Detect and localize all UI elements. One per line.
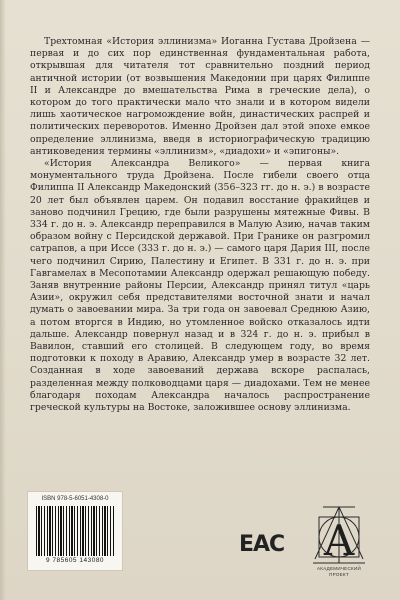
publisher-name xyxy=(303,566,375,577)
paragraph-intro: Трехтомная «История эллинизма» Иоганна Густава Дройзена — первая и до сих пор единственная фундаментальная работа, открывшая для читателя тот сравнительно поздний период античной истории (от возвышения Македонии при царях Филиппе II и Александре до вмешательства Рима в греческие дела), о котором до того практически мало что знали и в котором видели лишь хаотическое нагромождение войн, династических распрей и политических переворотов. Именно Дройзен дал этой эпохе емкое определение эллинизма, введя в историографическую традицию антиковедения термины «эллинизм», «диадохи» и «эпигоны». xyxy=(30,36,370,157)
barcode-digits: 9 785605 143080 xyxy=(45,557,105,564)
paragraph-alexander: «История Александра Великого» — первая книга монументального труда Дройзена. После гибели своего отца Филиппа II Александр Македонский (356–323 гг. до н. э.) в возрасте 20 лет был объявлен царем. Он подавил восстание фракийцев и заново подчинил Грецию, где были разрушены мятежные Фивы. В 334 г. до н. э. Александр переправился в Малую Азию, начав таким образом войну с Персидской державой. При Гранике он разгромил сатрапов, а при Иссе (333 г. до н. э.) — самого царя Дария III, после чего подчинил Сирию, Палестину и Египет. В 331 г. до н. э. при Гавгамелах в Месопотамии Александр одержал решающую победу. Заняв внутренние районы Персии, Александр принял титул «царь Азии», окружил себя представителями восточной знати и начал думать о завоевании мира. За три года он завоевал Среднюю Азию, а потом вторгся в Индию, но утомленное войско отказалось идти дальше. Александр повернул назад и в 324 г. до н. э. прибыл в Вавилон, ставший его столицей. В следующем году, во время подготовки к походу в Аравию, Александр умер в возрасте 32 лет. Созданная в ходе завоеваний держава вскоре распалась, разделенная между полководцами царя — диадохами. Тем не менее благодаря походам Александра началось распространение греческой культуры на Востоке, заложившее основу эллинизма. xyxy=(30,158,370,414)
publisher-name-line2: ПРОЕКТ xyxy=(329,571,349,577)
spine-shadow xyxy=(0,0,6,600)
barcode xyxy=(27,491,123,571)
annotation-text xyxy=(30,36,370,414)
publisher-name-line1: АКАДЕМИЧЕСКИЙ xyxy=(316,566,362,571)
barcode-bars xyxy=(36,506,114,556)
isbn-label: ISBN 978-5-6051-4308-0 xyxy=(41,496,109,502)
eac-certification-mark: EAC xyxy=(239,532,285,557)
logo-letter: А xyxy=(323,516,355,565)
